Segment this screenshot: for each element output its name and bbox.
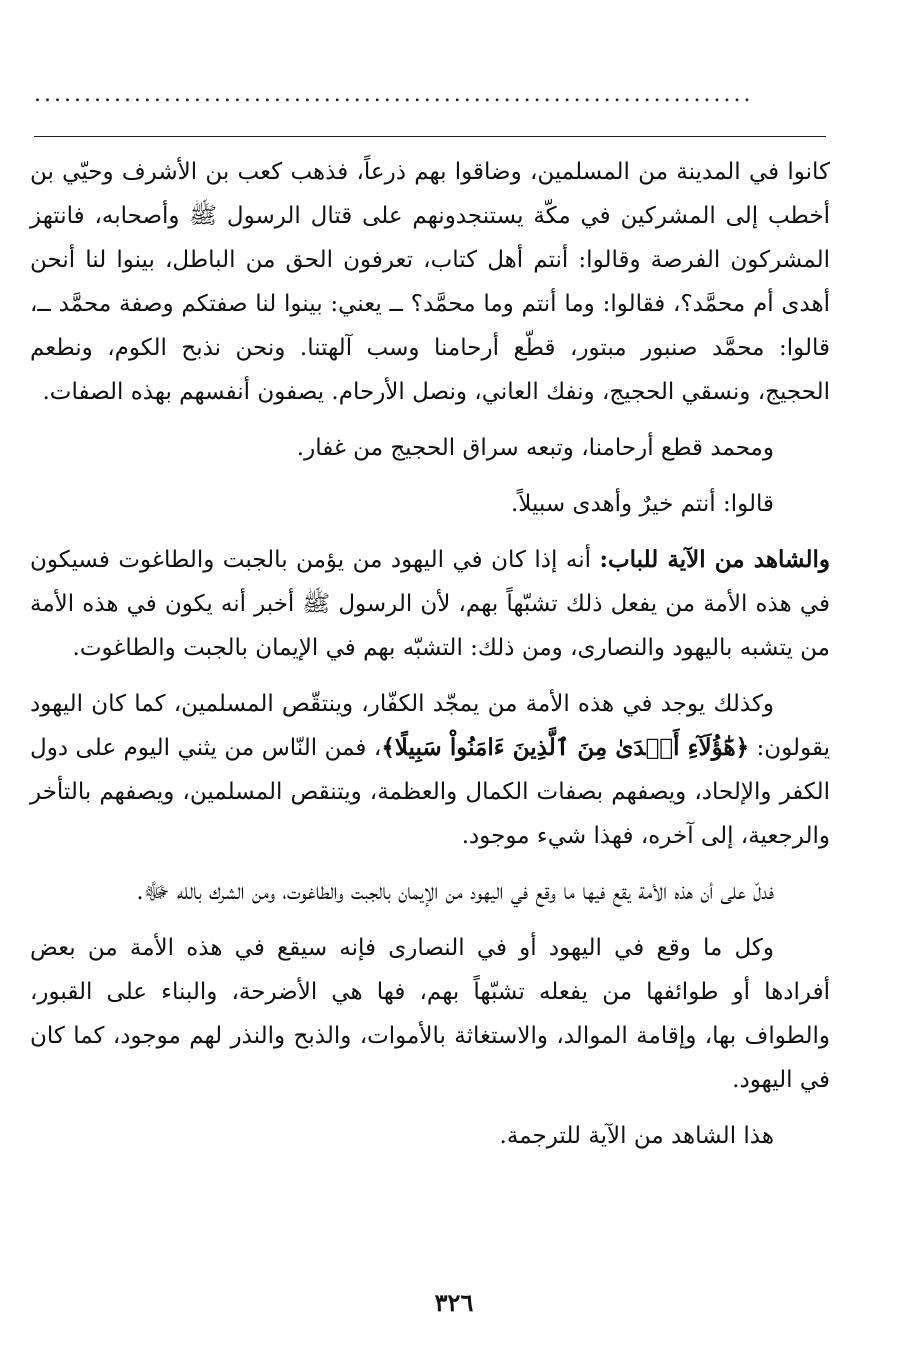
main-text — [30, 150, 830, 1170]
paragraph-6: فدلّ على أن هذه الأمة يقع فيها ما وقع في اليهود من الإيمان بالجبت والطاغوت، ومن الشرك بالله ﷻ. — [136, 879, 774, 905]
paragraph-5-text-a: وكذلك يوجد في هذه الأمة من يمجّد الكفّار، وينتقّص المسلمين، كما كان اليهود يقولون: — [30, 691, 830, 761]
footnote-separator-dots: ........................................................................ — [34, 82, 754, 107]
verse-line-1: ومحمد قطع أرحامنا، وتبعه سراق الحجيج من غفار. — [296, 435, 774, 461]
paragraph-1: كانوا في المدينة من المسلمين، وضاقوا بهم ذرعاً، فذهب كعب بن الأشرف وحيّي بن أخطب إلى المشركين في مكّة يستنجدونهم على قتال الرسول ﷺ وأصحابه، فانتهز المشركون الفرصة وقالوا: أنتم أهل كتاب، تعرفون الحق من الباطل، بينوا لنا أنحن أهدى أم محمَّد؟، فقالوا: وما أنتم وما محمَّد؟ ــ يعني: بينوا لنا صفتكم وصفة محمَّد ــ، قالوا: محمَّد صنبور مبتور، قطّع أرحامنا وسب آلهتنا. ونحن نذبح الكوم، ونطعم الحجيج، ونسقي الحجيج، ونفك العاني، ونصل الأرحام. يصفون أنفسهم بهذه الصفات. — [30, 159, 830, 405]
separator-rule — [34, 136, 826, 137]
verse-line-2: قالوا: أنتم خيرٌ وأهدى سبيلاً. — [510, 491, 774, 517]
quran-quote: ﴿هَٰٓؤُلَآءِ أَهۡدَىٰ مِنَ ٱلَّذِينَ ءَامَنُواْ سَبِيلًا﴾ — [381, 734, 750, 761]
paragraph-4 — [30, 538, 830, 670]
paragraph-5-text-b: ، فمن النّاس من يثني اليوم على دول الكفر والإلحاد، ويصفهم بصفات الكمال والعظمة، ويتنقص المسلمين، ويصفهم بالتأخر والرجعية، إلى آخره، فهذا شيء موجود. — [30, 735, 830, 849]
paragraph-4-text: أنه إذا كان في اليهود من يؤمن بالجبت والطاغوت فسيكون في هذه الأمة من يفعل ذلك تشبّهاً بهم، لأن الرسول ﷺ أخبر أنه يكون في هذه الأمة من يتشبه باليهود والنصارى، ومن ذلك: التشبّه بهم في الإيمان بالجبت والطاغوت. — [30, 547, 830, 661]
paragraph-8: هذا الشاهد من الآية للترجمة. — [499, 1123, 774, 1149]
section-lead: والشاهد من الآية للباب: — [599, 546, 830, 573]
page-number: ٣٢٦ — [434, 1288, 474, 1317]
paragraph-7: وكل ما وقع في اليهود أو في النصارى فإنه سيقع في هذه الأمة من بعض أفرادها أو طوائفها من يفعله تشبّهاً بهم، فها هي الأضرحة، والبناء على القبور، والطواف بها، وإقامة الموالد، والاستغاثة بالأموات، والذبح والنذر لهم موجود، كما كان في اليهود. — [30, 935, 830, 1093]
paragraph-5 — [30, 682, 830, 858]
